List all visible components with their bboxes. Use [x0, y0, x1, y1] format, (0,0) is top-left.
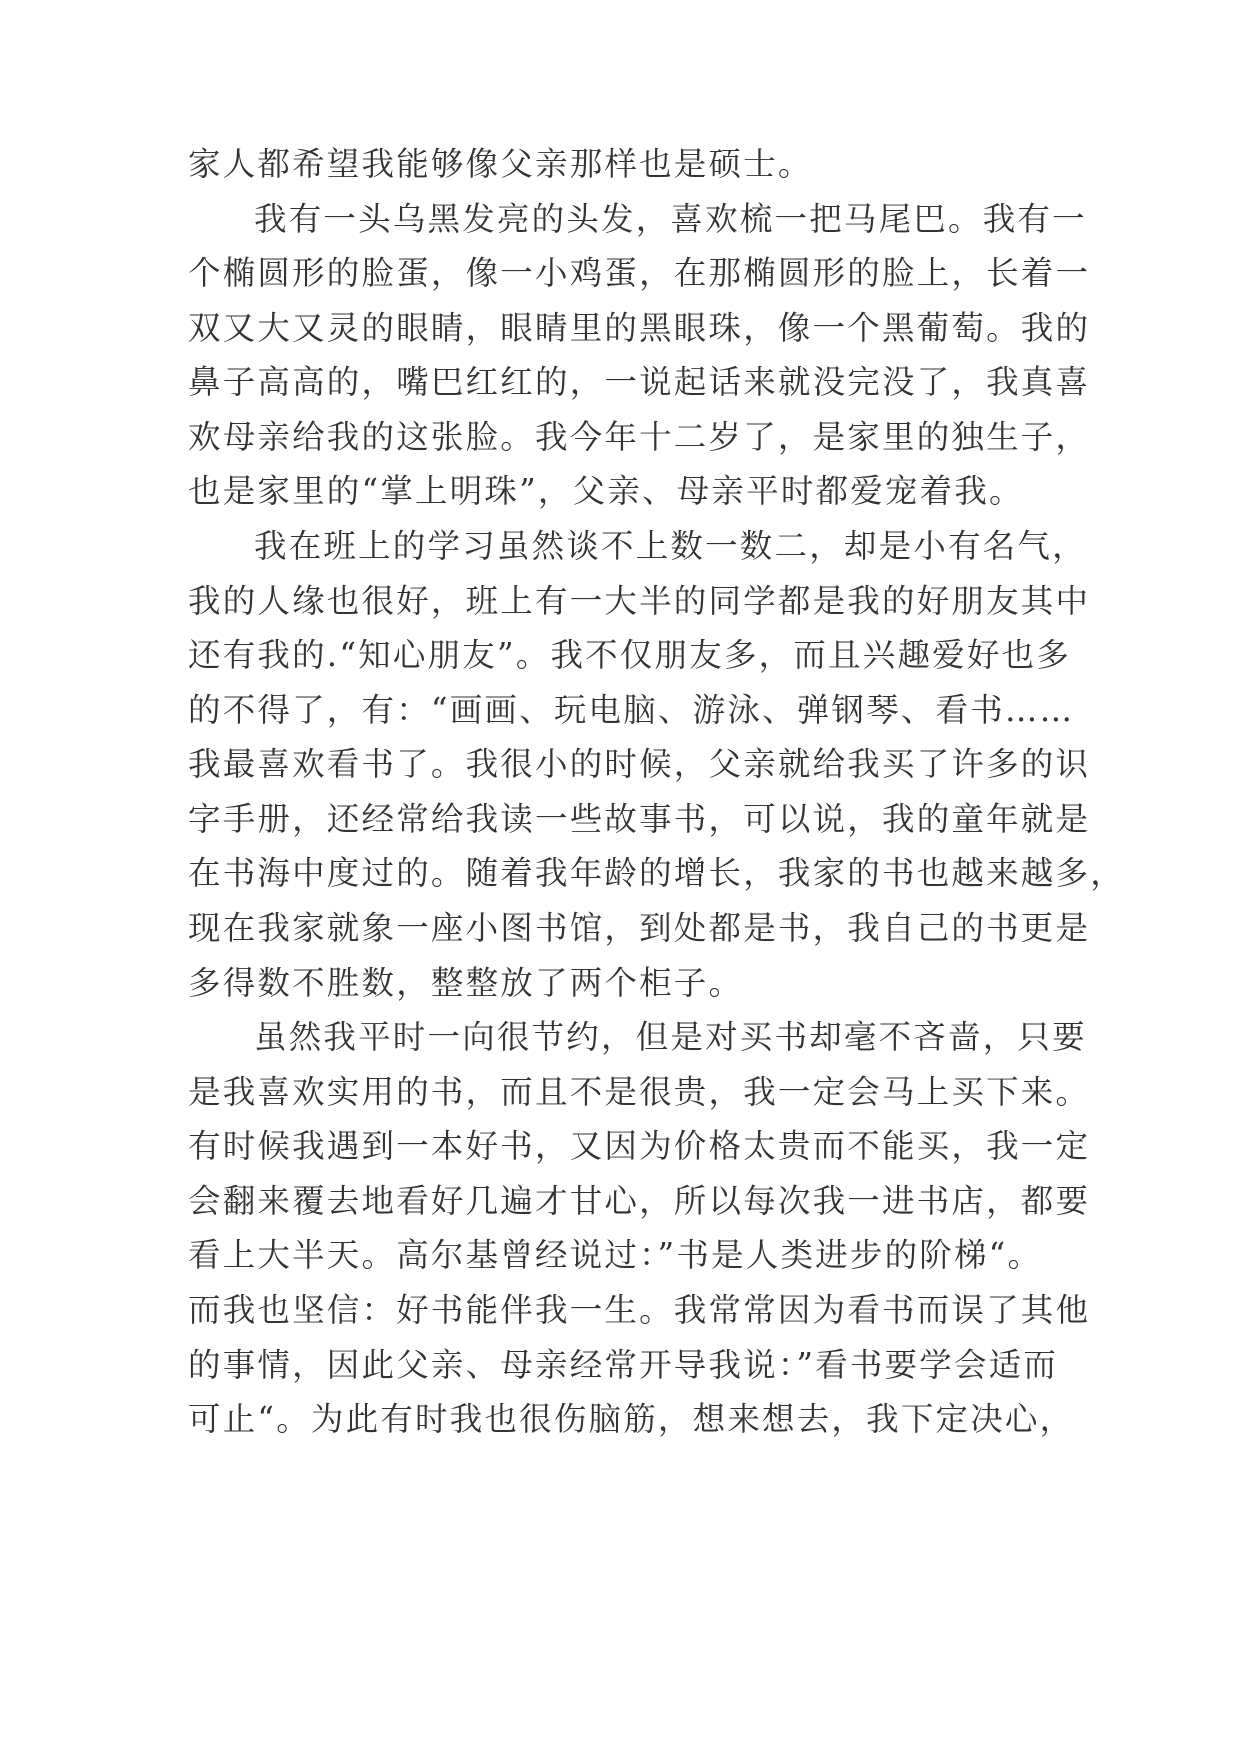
text-line: 个椭圆形的脸蛋，像一小鸡蛋，在那椭圆形的脸上，长着一	[188, 254, 1091, 292]
text-line: 可止“。为此有时我也很伤脑筋，想来想去，我下定决心，	[188, 1400, 1075, 1438]
paragraph-start-line: 我在班上的学习虽然谈不上数一数二，却是小有名气，	[254, 527, 1087, 565]
paragraph-start-line: 虽然我平时一向很节约，但是对买书却毫不吝啬，只要	[254, 1018, 1087, 1056]
text-line: 的事情，因此父亲、母亲经常开导我说：”看书要学会适而	[188, 1346, 1059, 1384]
text-line: 而我也坚信：好书能伴我一生。我常常因为看书而误了其他	[188, 1291, 1091, 1329]
paragraph-start-line: 我有一头乌黑发亮的头发，喜欢梳一把马尾巴。我有一	[254, 200, 1087, 238]
text-line: 我的人缘也很好，班上有一大半的同学都是我的好朋友其中	[188, 582, 1091, 620]
text-line: 的不得了，有：“画画、玩电脑、游泳、弹钢琴、看书……	[188, 691, 1075, 729]
text-line: 会翻来覆去地看好几遍才甘心，所以每次我一进书店，都要	[188, 1182, 1091, 1220]
text-line: 多得数不胜数，整整放了两个柜子。	[188, 964, 744, 1002]
text-line: 欢母亲给我的这张脸。我今年十二岁了，是家里的独生子，	[188, 418, 1091, 456]
text-line: 看上大半天。高尔基曾经说过：”书是人类进步的阶梯“。	[188, 1236, 1043, 1274]
text-line: 在书海中度过的。随着我年龄的增长，我家的书也越来越多，	[188, 854, 1125, 892]
text-line: 是我喜欢实用的书，而且不是很贵，我一定会马上买下来。	[188, 1073, 1091, 1111]
text-line: 还有我的.“知心朋友”。我不仅朋友多，而且兴趣爱好也多	[188, 636, 1071, 674]
text-line: 现在我家就象一座小图书馆，到处都是书，我自己的书更是	[188, 909, 1091, 947]
text-line: 鼻子高高的，嘴巴红红的，一说起话来就没完没了，我真喜	[188, 363, 1091, 401]
text-line: 字手册，还经常给我读一些故事书，可以说，我的童年就是	[188, 800, 1091, 838]
text-line: 家人都希望我能够像父亲那样也是硕士。	[188, 145, 813, 183]
text-line: 双又大又灵的眼睛，眼睛里的黑眼珠，像一个黑葡萄。我的	[188, 309, 1091, 347]
text-line: 我最喜欢看书了。我很小的时候，父亲就给我买了许多的识	[188, 745, 1091, 783]
text-line: 也是家里的“掌上明珠”，父亲、母亲平时都爱宠着我。	[188, 472, 1024, 510]
text-line: 有时候我遇到一本好书，又因为价格太贵而不能买，我一定	[188, 1127, 1091, 1165]
